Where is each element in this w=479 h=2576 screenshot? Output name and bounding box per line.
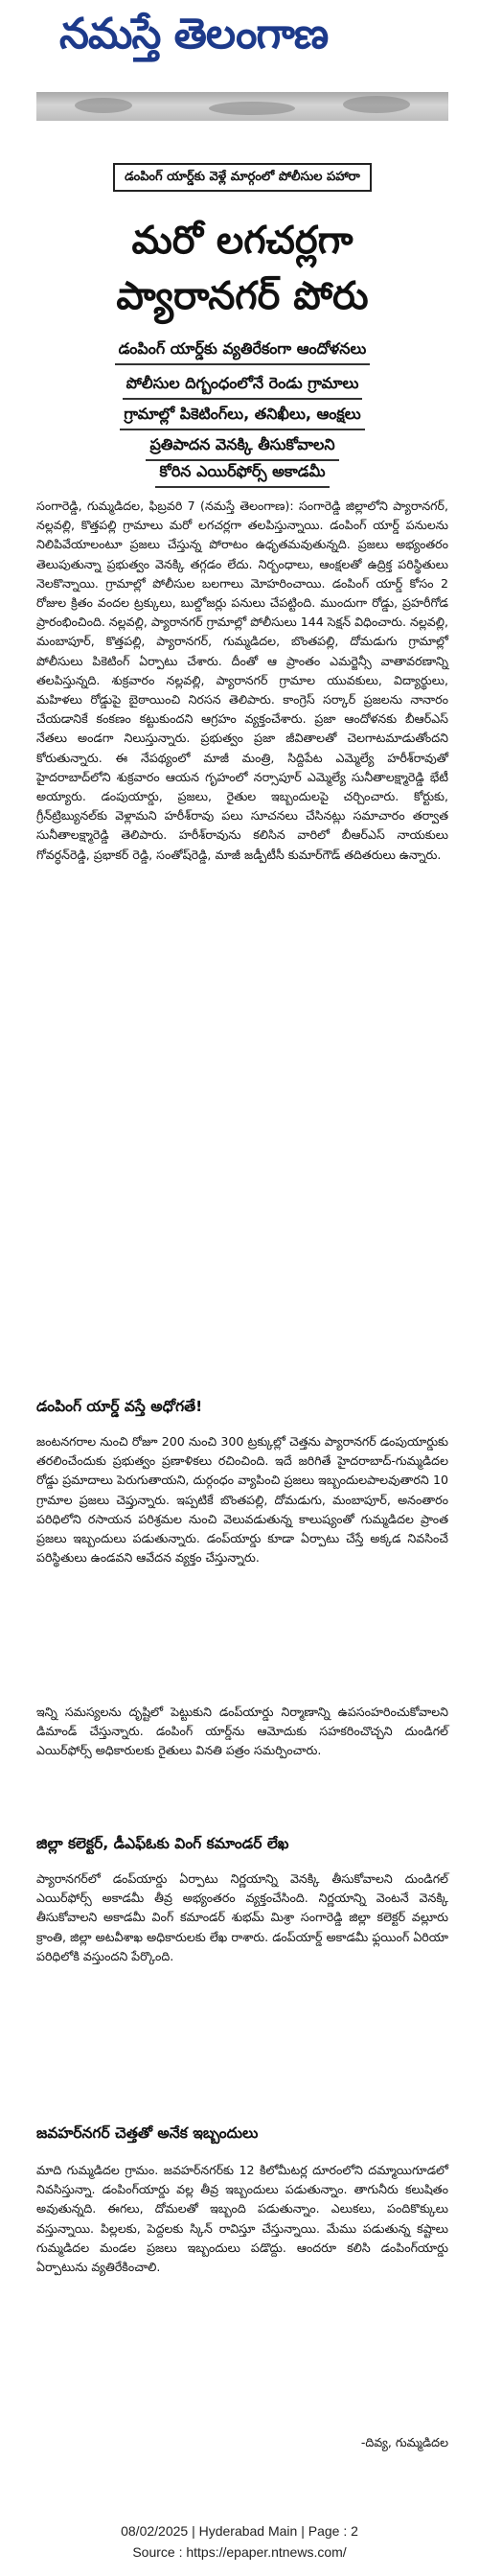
subhead-text: ప్రతిపాదన వెనక్కి తీసుకోవాలని bbox=[146, 433, 338, 461]
subhead-3 bbox=[36, 403, 448, 430]
headline-line-2: ప్యారానగర్ పోరు bbox=[116, 273, 369, 318]
subhead-1 bbox=[36, 337, 448, 365]
section-2-paragraph-1: ప్యారానగర్‌లో డంప్‌యార్డు ఏర్పాటు నిర్ణయాన్ని వెనక్కి తీసుకోవాలని దుండిగల్ ఎయిర్‌ఫోర్స్ అకాడమీ తీవ్ర అభ్యంతరం వ్యక్తంచేసింది. నిర్ణయాన్ని వెంటనే వెనక్కి తీసుకోవాలని అకాడమీ వింగ్ కమాండర్ శుభమ్ మిశ్రా సంగారెడ్డి జిల్లా కలెక్టర్ వల్లూరు క్రాంతి, జిల్లా అటవీశాఖ అధికారులకు లేఖ రాశారు. డంప్‌యార్డ్ అకాడమీ ఫ్లయింగ్ ఏరియా పరిధిలోకి వస్తుందని పేర్కొంది. bbox=[36, 1871, 448, 1963]
footer-line-1: 08/02/2025 | Hyderabad Main | Page : 2 bbox=[121, 2523, 358, 2539]
photo-shape bbox=[75, 98, 132, 113]
masthead-photo-strip bbox=[36, 92, 448, 121]
section-1-paragraph-1: జంటనగరాల నుంచి రోజూ 200 నుంచి 300 ట్రక్కుల్లో చెత్తను ప్యారానగర్ డంపుయార్డుకు తరలించేందుకు ప్రభుత్వం ప్రణాళికలు రచించింది. ఇదే జరిగితే హైదరాబాద్-గుమ్మడిదల రోడ్డు ప్రమాదాలు పెరుగుతాయని, దుర్గంధం వ్యాపించి ప్రజలు ఇబ్బందులపాలవుతారని 10 గ్రామాల ప్రజలు చెప్తున్నారు. ఇప్పటికే బొంతపల్లి, దోమడుగు, మంబాపూర్, అనంతారం పరిధిలోని రసాయన పరిశ్రమల నుంచి వెలువడుతున్న కాలుష్యంతో గుమ్మడిదల ప్రాంత ప్రజలు ఇబ్బందులు పడుతున్నారు. డంప్‌యార్డు కూడా ఏర్పాటు చేస్తే అక్కడ నివసించే పరిస్థితులు ఉండవని ఆవేదన వ్యక్తం చేస్తున్నారు. bbox=[36, 1434, 448, 1566]
section-3-paragraph-1: మాది గుమ్మడిదల గ్రామం. జవహర్‌నగర్‌కు 12 కిలోమీటర్ల దూరంలోని దమ్మాయిగూడలో నివసిస్తున్నా. డంపింగ్‌యార్డు వల్ల తీవ్ర ఇబ్బందులు పడుతున్నాం. తాగునీరు కలుషితం అవుతున్నది. ఈగలు, దోమలతో ఇబ్బంది పడుతున్నాం. ఎలుకలు, పందికొక్కులు వస్తున్నాయి. పిల్లలకు, పెద్దలకు స్కిన్ రావిస్తూ చేస్తున్నాయి. మేము పడుతున్న కష్టాలు గుమ్మడిదల మండల ప్రజలు ఇబ్బందులు పడొద్దు. ఆందరూ కలిసి డంపింగ్‌యార్డు ఏర్పాటును వ్యతిరేకించాలి. bbox=[36, 2163, 448, 2275]
photo-shape bbox=[343, 96, 410, 113]
subhead-4 bbox=[36, 433, 448, 461]
footer-line-2: Source : https://epaper.ntnews.com/ bbox=[132, 2544, 347, 2560]
masthead-title: నమస్తే తెలంగాణ bbox=[59, 10, 329, 58]
subhead-text: కోరిన ఎయిర్‌ఫోర్స్ అకాడమీ bbox=[155, 460, 329, 488]
subhead-5 bbox=[36, 460, 448, 488]
masthead bbox=[36, 4, 448, 117]
section-1-paragraph-2: ఇన్ని సమస్యలను దృష్టిలో పెట్టుకుని డంప్‌యార్డు నిర్మాణాన్ని ఉపసంహరించుకోవాలని డిమాండ్ చేస్తున్నారు. డంపింగ్ యార్డ్‌ను ఆమోదుకు సహకరించొచ్చని దుండిగల్ ఎయిర్‌ఫోర్స్ అధికారులకు రైతులు వినతి పత్రం సమర్పించారు. bbox=[36, 1705, 448, 1758]
byline-signature: -దివ్య, గుమ్మడిదల bbox=[360, 2435, 448, 2449]
headline-line-1: మరో లగచర్లగా bbox=[131, 218, 354, 263]
article-intro: సంగారెడ్డి, గుమ్మడిదల, ఫిబ్రవరి 7 (నమస్తే తెలంగాణ): సంగారెడ్డి జిల్లాలోని ప్యారానగర్, నల్లవల్లి, కొత్తపల్లి గ్రామాలు మరో లగచర్లగా తలపిస్తున్నాయి. డంపింగ్ యార్డ్ పనులను నిలిపివేయాలంటూ ప్రజలు చేస్తున్న పోరాటం ఉధృతమవుతున్నది. ప్రజలు అభ్యంతరం తెలుపుతున్నా ప్రభుత్వం వెనక్కి తగ్గడం లేదు. నిర్బంధాలు, ఆంక్షలతో ఉద్రిక్త పరిస్థితులు నెలకొన్నాయి. గ్రామాల్లో పోలీసుల బలగాలు మోహరించాయి. డంపింగ్ యార్డ్ కోసం 2 రోజుల క్రితం వందల ట్రక్కులు, బుల్డోజర్లు పనులు చేపట్టింది. ముందుగా రోడ్డు, ప్రహరీగోడ ప్రారంభించింది. నల్లవల్లి, ప్యారానగర్ గ్రామాల్లో పోలీసులు 144 సెక్షన్ విధించారు. నల్లవల్లి, మంబాపూర్, కొత్తపల్లి, ప్యారానగర్, గుమ్మడిదల, బొంతపల్లి, దోమడుగు గ్రామాల్లో పోలీసులు పికెటింగ్ ఏర్పాటు చేశారు. దీంతో ఆ ప్రాంతం ఎమర్జెన్సీ వాతావరణాన్ని తలపిస్తున్నది. శుక్రవారం నల్లవల్లి, ప్యారానగర్ గ్రామాల యువకులు, విద్యార్థులు, మహిళలు రోడ్డుపై బైఠాయించి నిరసన తెలిపారు. కాంగ్రెస్ సర్కార్ ప్రజలను నానారం చేయడానికే కంకణం కట్టుకుందని ఆగ్రహం వ్యక్తంచేశారు. ప్రజా ఆందోళనకు బీఆర్ఎస్ నేతలు అండగా నిలుస్తున్నారు. ప్రభుత్వం ప్రజా జీవితాలతో చెలగాటమాడుతోందని కోరుతున్నారు. ఈ నేపథ్యంలో మాజీ మంత్రి, సిద్దిపేట ఎమ్మెల్యే హరీశ్‌రావుతో హైదరాబాద్‌లోని శుక్రవారం ఆయన గృహంలో నర్సాపూర్ ఎమ్మెల్యే సునీతాలక్ష్మారెడ్డి భేటీ అయ్యారు. డంపుయార్డు, ప్రజలు, రైతుల ఇబ్బందులపై చర్చించారు. కోర్టుకు, గ్రీన్‌ట్రిబ్యునల్‌కు వెళ్లామని హరీశ్‌రావు పలు సూచనలు చేసినట్లు సమాచారం తర్వాత సునీతాలక్ష్మారెడ్డి తెలిపారు. హరీశ్‌రావును కలిసిన వారిలో బీఆర్ఎస్ నాయకులు గోవర్ధన్‌రెడ్డి, ప్రభాకర్ రెడ్డి, సంతోష్‌రెడ్డి, మాజీ జడ్పీటీసీ కుమార్‌గౌడ్ తదితరులు ఉన్నారు. bbox=[36, 499, 448, 862]
subhead-text: డంపింగ్ యార్డ్‌కు వ్యతిరేకంగా ఆందోళనలు bbox=[115, 337, 371, 365]
section-heading-1: డంపింగ్ యార్డ్ వస్తే అధోగతే! bbox=[36, 1398, 203, 1415]
photo-shape bbox=[209, 102, 295, 115]
section-heading-2: జిల్లా కలెక్టర్, డీఎఫ్‌ఓకు వింగ్ కమాండర్ లేఖ bbox=[36, 1835, 289, 1852]
section-heading-3: జవహర్‌నగర్ చెత్తతో అనేక ఇబ్బందులు bbox=[36, 2124, 259, 2142]
subhead-2 bbox=[36, 372, 448, 400]
kicker-container bbox=[36, 163, 448, 192]
headline bbox=[36, 213, 448, 324]
subhead-text: గ్రామాల్లో పికెటింగ్‌లు, తనిఖీలు, ఆంక్షలు bbox=[120, 403, 364, 430]
kicker-box: డంపింగ్ యార్డ్‌కు వెళ్లే మార్గంలో పోలీసుల పహారా bbox=[113, 163, 372, 192]
subhead-text: పోలీసుల దిగ్బంధంలోనే రెండు గ్రామాలు bbox=[123, 372, 363, 400]
